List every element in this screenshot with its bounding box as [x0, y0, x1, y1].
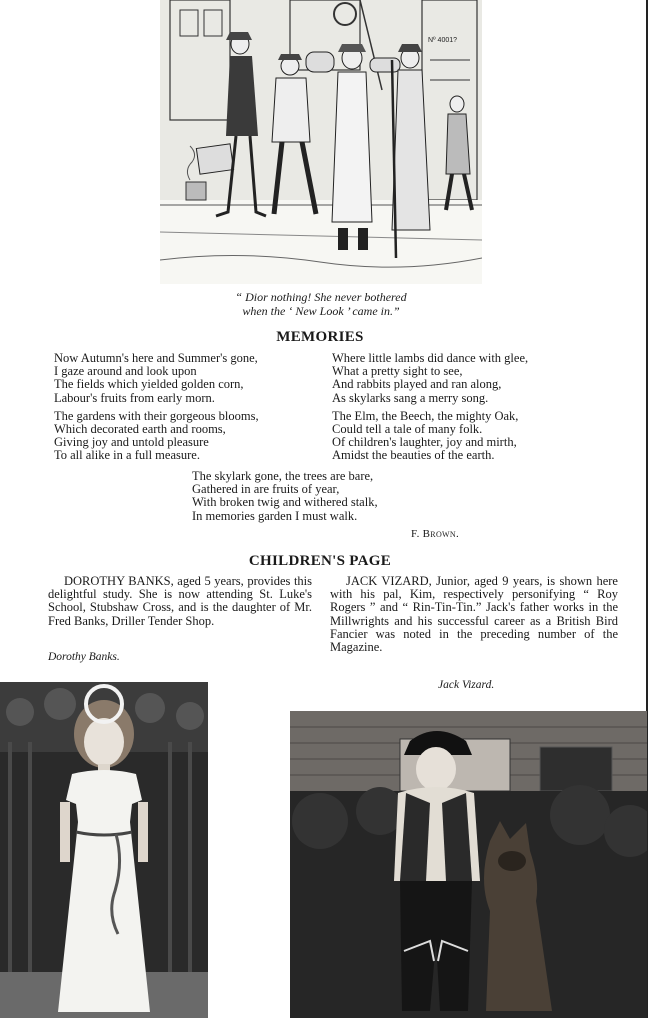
cartoon-sign-text: Nº 4001?	[428, 37, 458, 44]
poem-line: Could tell a tale of many folk.	[332, 422, 483, 437]
poem-stanza	[332, 410, 528, 463]
poem-line: The Elm, the Beech, the mighty Oak,	[332, 408, 519, 423]
poem-stanza	[332, 352, 528, 405]
poem-line: As skylarks sang a merry song.	[332, 390, 489, 405]
memories-heading: MEMORIES	[276, 329, 364, 345]
poem-author: F. Brown.	[411, 528, 459, 540]
poem-line: Labour's fruits from early morn.	[54, 390, 215, 405]
dorothy-paragraph: DOROTHY BANKS, aged 5 years, provides this delightful study. She is now attending St. Luke's School, Stubshaw Cross, and is the daughter of Mr. Fred Banks, Driller Tender Shop.	[48, 574, 312, 628]
jack-signature: Jack Vizard.	[438, 679, 495, 691]
poem-line: Amidst the beauties of the earth.	[332, 448, 495, 463]
caption-line-2: when the ‘ New Look ’ came in.”	[242, 304, 400, 318]
poem-line: Which decorated earth and rooms,	[54, 422, 226, 437]
poem-line: With broken twig and withered stalk,	[192, 495, 378, 510]
poem-final-stanza	[192, 470, 378, 523]
cartoon-illustration	[160, 0, 482, 284]
poem-line: And rabbits played and ran along,	[332, 377, 502, 392]
caption-line-1: “ Dior nothing! She never bothered	[235, 290, 407, 304]
poem-line: To all alike in a full measure.	[54, 448, 200, 463]
jack-and-kim-photo	[290, 711, 647, 1018]
poem-line: Giving joy and untold pleasure	[54, 435, 209, 450]
childrens-page-heading: CHILDREN'S PAGE	[248, 553, 392, 569]
cartoon-caption	[160, 290, 482, 318]
poem-line: The skylark gone, the trees are bare,	[192, 469, 374, 483]
poem-line: Where little lambs did dance with glee,	[332, 351, 529, 365]
poem-line: What a pretty sight to see,	[332, 364, 463, 379]
poem-left-column	[54, 352, 259, 468]
poem-right-column	[332, 352, 528, 468]
jack-paragraph: JACK VIZARD, Junior, aged 9 years, is shown here with his pal, Kim, respectively personifying “ Roy Rogers ” and “ Rin-Tin-Tin.” Jack's father works in the Millwrights and his successful career as a British Bird Fancier was noted in the preceding number of the Magazine.	[330, 574, 618, 655]
poem-stanza	[54, 352, 259, 405]
poem-line: Of children's laughter, joy and mirth,	[332, 435, 517, 450]
poem-line: Now Autumn's here and Summer's gone,	[54, 351, 258, 365]
poem-stanza	[54, 410, 259, 463]
poem-line: Gathered in are fruits of year,	[192, 482, 340, 497]
dorothy-photo	[0, 682, 208, 1018]
poem-line: The gardens with their gorgeous blooms,	[54, 408, 259, 423]
dorothy-signature: Dorothy Banks.	[48, 651, 120, 663]
poem-line: The fields which yielded golden corn,	[54, 377, 244, 392]
poem-line: I gaze around and look upon	[54, 364, 197, 379]
poem-line: In memories garden I must walk.	[192, 508, 358, 523]
